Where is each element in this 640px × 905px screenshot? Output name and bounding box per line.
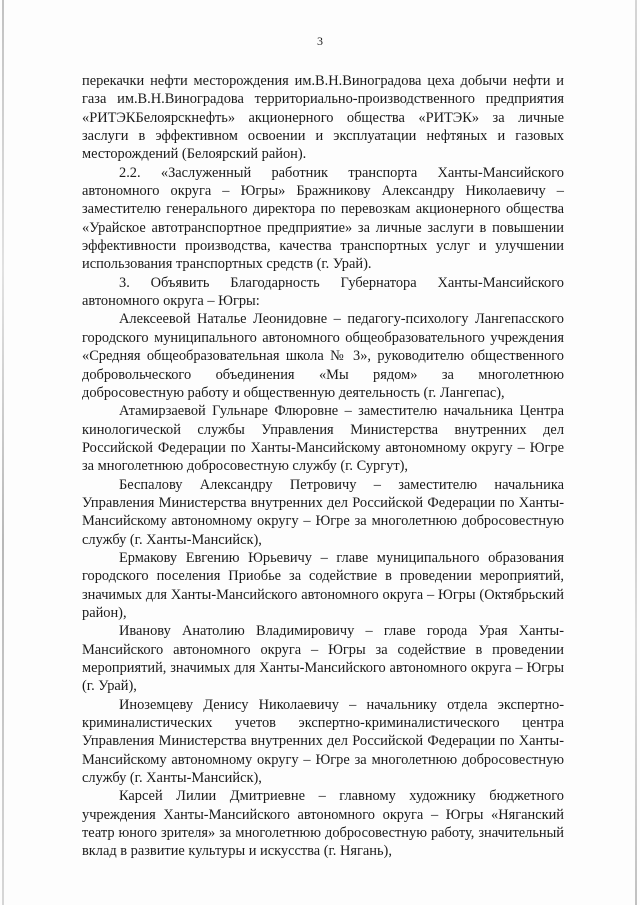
scan-edge-right xyxy=(635,0,637,905)
scan-edge-left xyxy=(2,0,4,905)
paragraph-gratitude-heading: 3. Объявить Благодарность Губернатора Ханты-Мансийского автономного округа – Югры: xyxy=(82,274,564,310)
paragraph-bespalov: Беспалову Александру Петровичу – заместителю начальника Управления Министерства внутренних дел Российской Федерации по Ханты-Мансийскому автономному округу – Югре за многолетнюю добросовестную службу (г. Ханты-Мансийск), xyxy=(82,476,564,548)
paragraph-ivanov: Иванову Анатолию Владимировичу – главе города Урая Ханты-Мансийского автономного округа – Югры за содействие в проведении мероприятий, значимых для Ханты-Мансийского автономного округа – Югры (г. Урай), xyxy=(82,623,564,695)
paragraph-karsey: Карсей Лилии Дмитриевне – главному художнику бюджетного учреждения Ханты-Мансийского автономного округа – Югры «Няганский театр юного зрителя» за многолетнюю добросовестную работу, значительный вклад в развитие культуры и искусства (г. Нягань), xyxy=(82,788,564,860)
paragraph-award-transport: 2.2. «Заслуженный работник транспорта Ханты-Мансийского автономного округа – Югры» Бражникову Александру Николаевичу – заместителю генерального директора по перевозкам акционерного общества «Урайское автотранспортное предприятие» за личные заслуги в повышении эффективности производства, качества транспортных услуг и улучшении использования транспортных средств (г. Урай). xyxy=(82,164,564,273)
paragraph-continuation: перекачки нефти месторождения им.В.Н.Виноградова цеха добычи нефти и газа им.В.Н.Виноградова территориально-производственного предприятия «РИТЭКБелоярскнефть» акционерного общества «РИТЭК» за личные заслуги в эффективном освоении и эксплуатации нефтяных и газовых месторождений (Белоярский район). xyxy=(82,73,564,163)
page-number: 3 xyxy=(317,34,323,48)
paragraph-inozemtsev: Иноземцеву Денису Николаевичу – начальнику отдела экспертно-криминалистических учетов экспертно-криминалистического центра Управления Министерства внутренних дел Российской Федерации по Ханты-Мансийскому автономному округу – Югре за многолетнюю добросовестную службу (г. Ханты-Мансийск), xyxy=(82,696,564,787)
paragraph-ermakov: Ермакову Евгению Юрьевичу – главе муниципального образования городского поселения Приобье за содействие в проведении мероприятий, значимых для Ханты-Мансийского автономного округа – Югры (Октябрьский район), xyxy=(82,549,564,621)
paragraph-alekseeva: Алексеевой Наталье Леонидовне – педагогу-психологу Лангепасского городского муниципального автономного общеобразовательного учреждения «Средняя общеобразовательная школа № 3», руководителю общественного добровольческого объединения «Мы рядом» за многолетнюю добросовестную работу и общественную деятельность (г. Лангепас), xyxy=(82,311,564,401)
paragraph-atamirzaeva: Атамирзаевой Гульнаре Флюровне – заместителю начальника Центра кинологической службы Управления Министерства внутренних дел Российской Федерации по Ханты-Мансийскому автономному округу – Югре за многолетнюю добросовестную службу (г. Сургут), xyxy=(82,403,564,475)
document-body xyxy=(82,72,564,861)
